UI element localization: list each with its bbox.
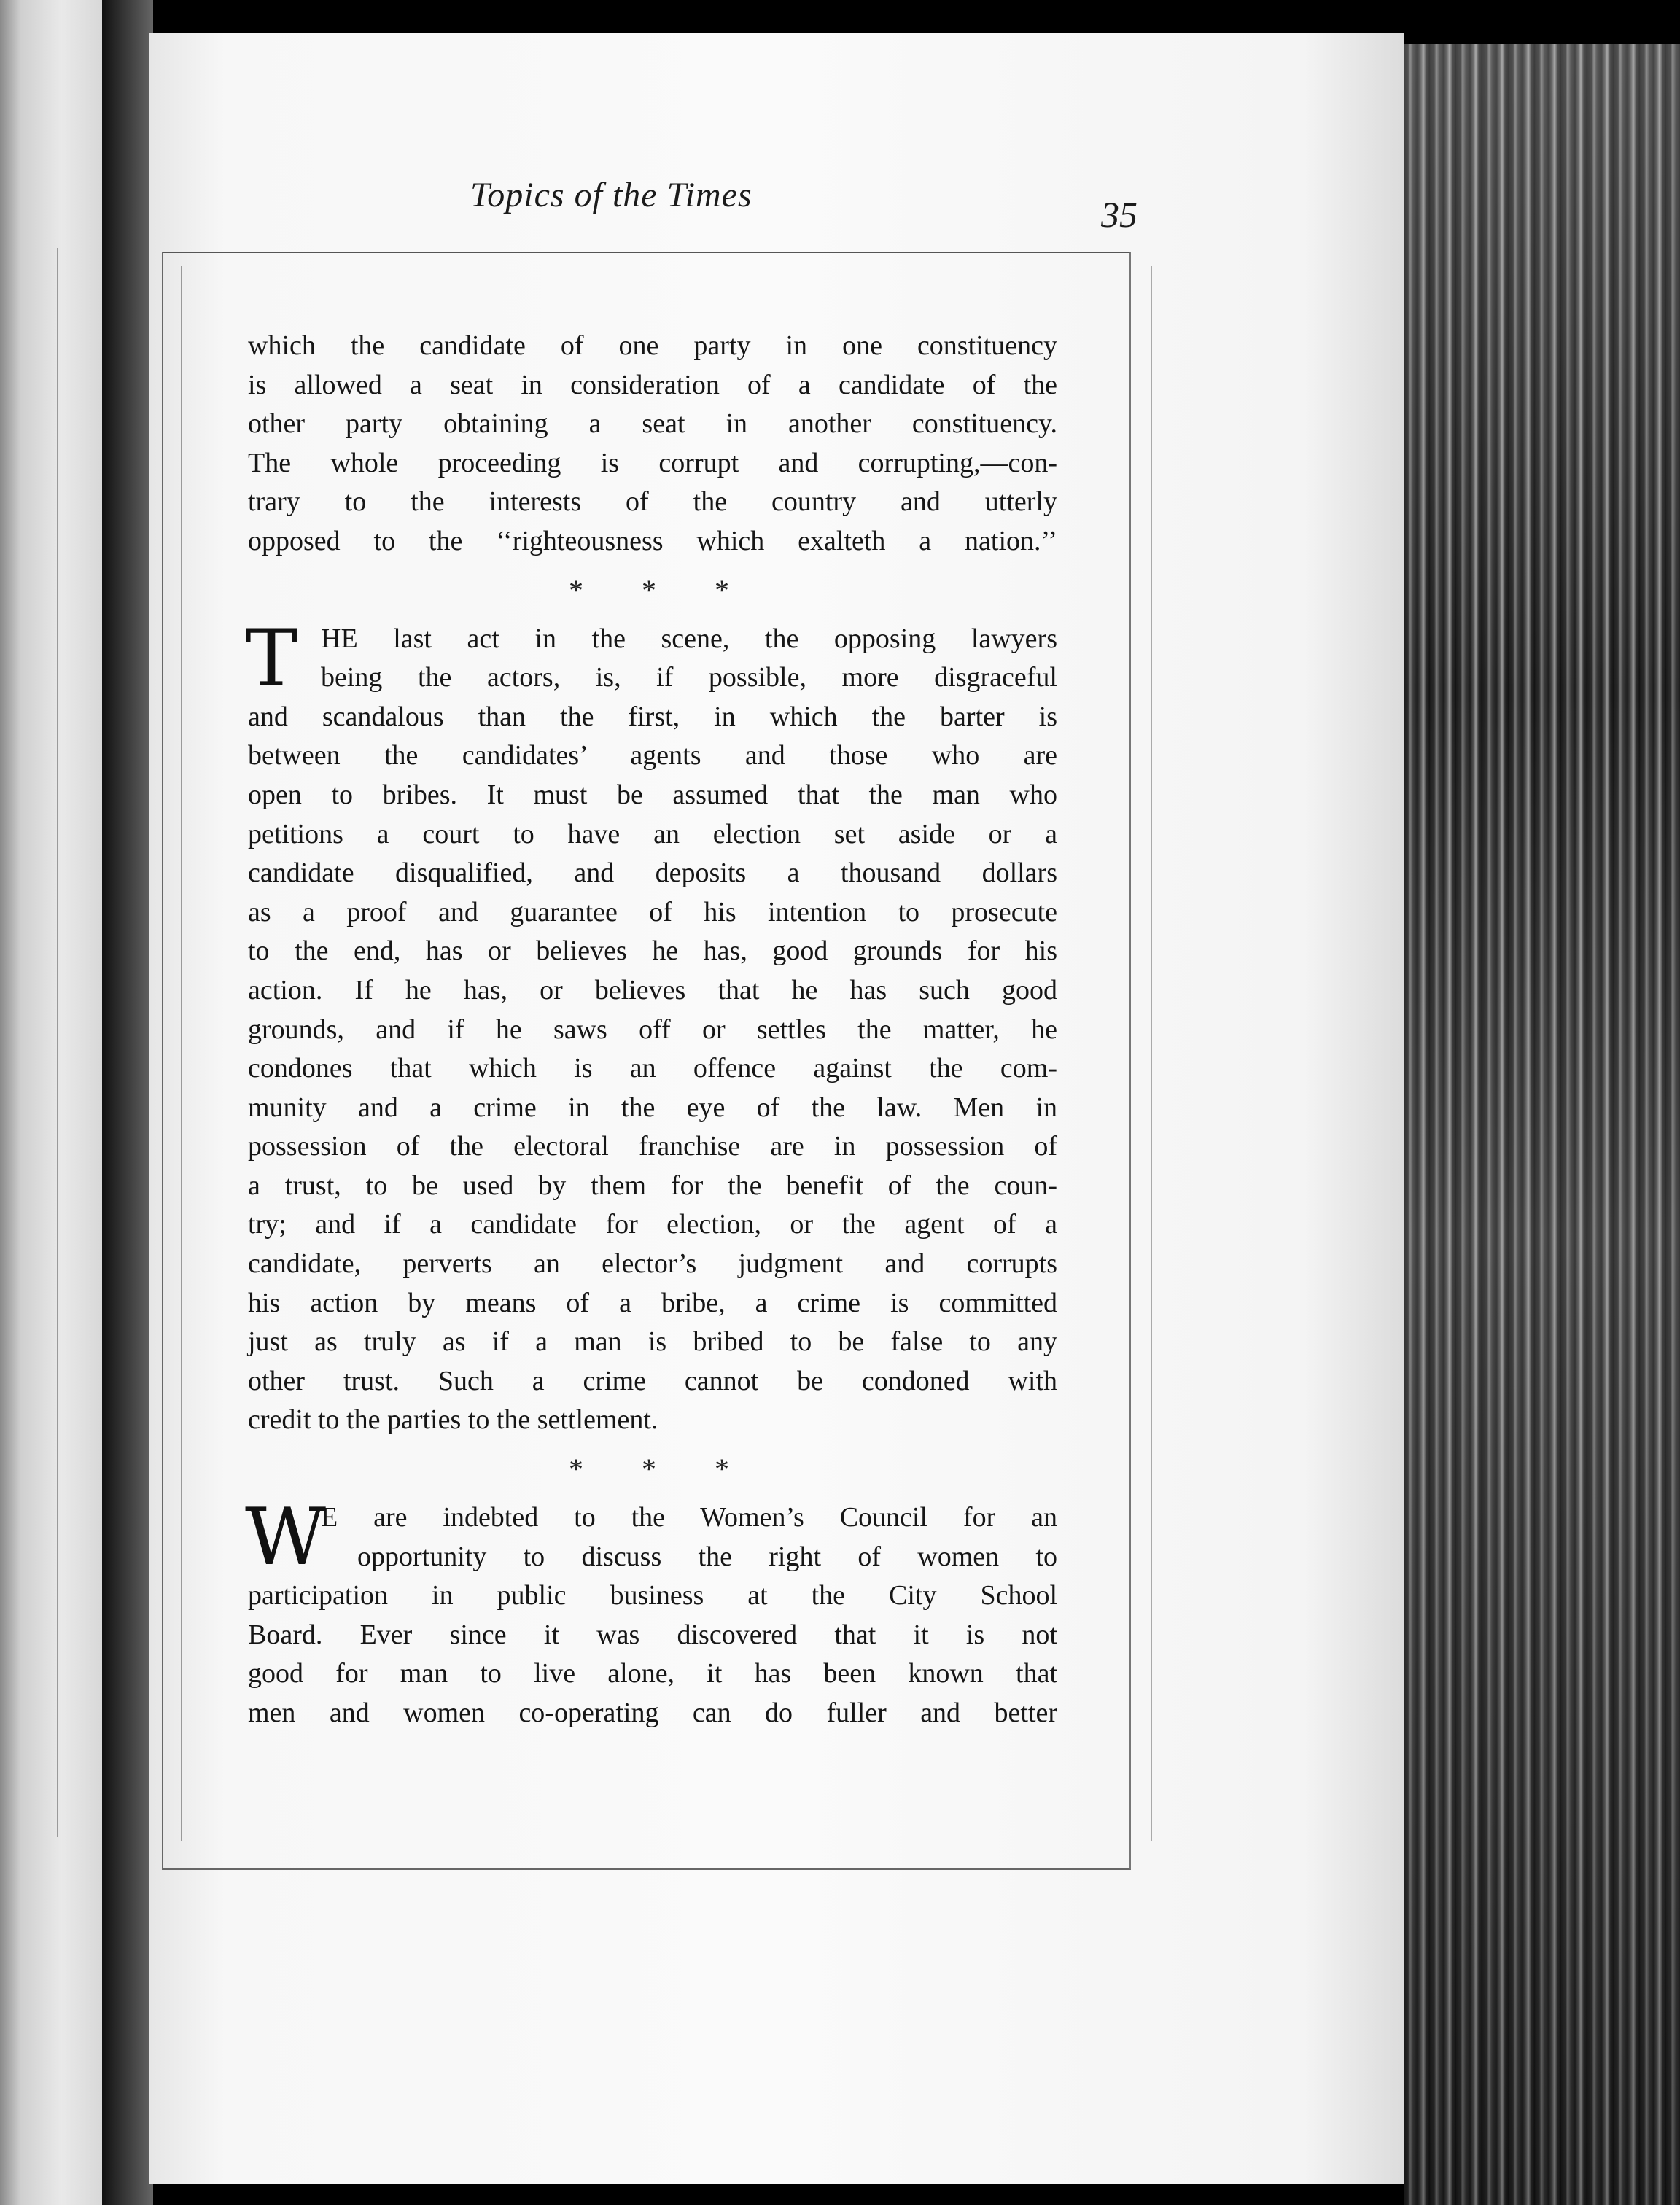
- text-line: opposed to the ‘‘righteousness which exalteth a nation.’’: [248, 525, 1057, 556]
- text-line: is allowed a seat in consideration of a candidate of the: [248, 369, 1057, 400]
- text-line: E are indebted to the Women’s Council for an: [321, 1502, 1057, 1533]
- text-line: to the end, has or believes he has, good grounds for his: [248, 936, 1057, 967]
- paragraph-continued: [248, 327, 1057, 561]
- text-line: petitions a court to have an election set aside or a: [248, 818, 1057, 849]
- text-line: his action by means of a bribe, a crime is committed: [248, 1287, 1057, 1318]
- text-line: candidate disqualified, and deposits a thousand dollars: [248, 858, 1057, 889]
- text-line: which the candidate of one party in one constituency: [248, 330, 1057, 361]
- running-title: Topics of the Times: [470, 176, 752, 214]
- text-line: being the actors, is, if possible, more disgraceful: [321, 662, 1057, 693]
- book-page-edges: [1404, 44, 1680, 2205]
- text-line: and scandalous than the first, in which the barter is: [248, 701, 1057, 732]
- text-line: action. If he has, or believes that he has such good: [248, 974, 1057, 1006]
- text-line: grounds, and if he saws off or settles the matter, he: [248, 1014, 1057, 1045]
- text-line: a trust, to be used by them for the benefit of the coun-: [248, 1170, 1057, 1201]
- text-line: condones that which is an offence against the com-: [248, 1053, 1057, 1084]
- section-separator: * * *: [569, 573, 729, 607]
- text-line: Board. Ever since it was discovered that it is not: [248, 1619, 1057, 1650]
- text-line: good for man to live alone, it has been known that: [248, 1658, 1057, 1689]
- text-line: possession of the electoral franchise are in possession of: [248, 1131, 1057, 1162]
- body-text: [245, 327, 1057, 1733]
- text-line: as a proof and guarantee of his intention to prosecute: [248, 896, 1057, 928]
- adjacent-page-edge: [0, 0, 102, 2205]
- book-gutter: [102, 0, 153, 2205]
- drop-cap: T: [245, 612, 298, 704]
- adjacent-page-rule: [57, 248, 58, 1838]
- text-line: candidate, perverts an elector’s judgment and corrupts: [248, 1248, 1057, 1280]
- text-line: open to bribes. It must be assumed that the man who: [248, 779, 1057, 810]
- text-line: munity and a crime in the eye of the law. Men in: [248, 1092, 1057, 1123]
- text-line: HE last act in the scene, the opposing lawyers: [321, 623, 1057, 654]
- drop-cap: W: [245, 1492, 327, 1584]
- section-separator: * * *: [569, 1452, 729, 1486]
- text-line: other trust. Such a crime cannot be condoned with: [248, 1365, 1057, 1396]
- text-line: just as truly as if a man is bribed to be false to any: [248, 1326, 1057, 1358]
- text-line: The whole proceeding is corrupt and corrupting,—con-: [248, 447, 1057, 478]
- text-line: participation in public business at the City School: [248, 1580, 1057, 1611]
- text-line: opportunity to discuss the right of women to: [357, 1541, 1057, 1572]
- paragraph-lawyers: [245, 612, 1057, 1440]
- text-line: try; and if a candidate for election, or the agent of a: [248, 1209, 1057, 1240]
- text-line: between the candidates’ agents and those who are: [248, 740, 1057, 771]
- text-line: trary to the interests of the country and utterly: [248, 486, 1057, 518]
- page-number: 35: [1101, 194, 1138, 235]
- paragraph-womens-council: [245, 1492, 1057, 1733]
- text-line: other party obtaining a seat in another constituency.: [248, 408, 1057, 440]
- text-line: men and women co-operating can do fuller and better: [248, 1698, 1057, 1728]
- text-line: credit to the parties to the settlement.: [248, 1404, 658, 1436]
